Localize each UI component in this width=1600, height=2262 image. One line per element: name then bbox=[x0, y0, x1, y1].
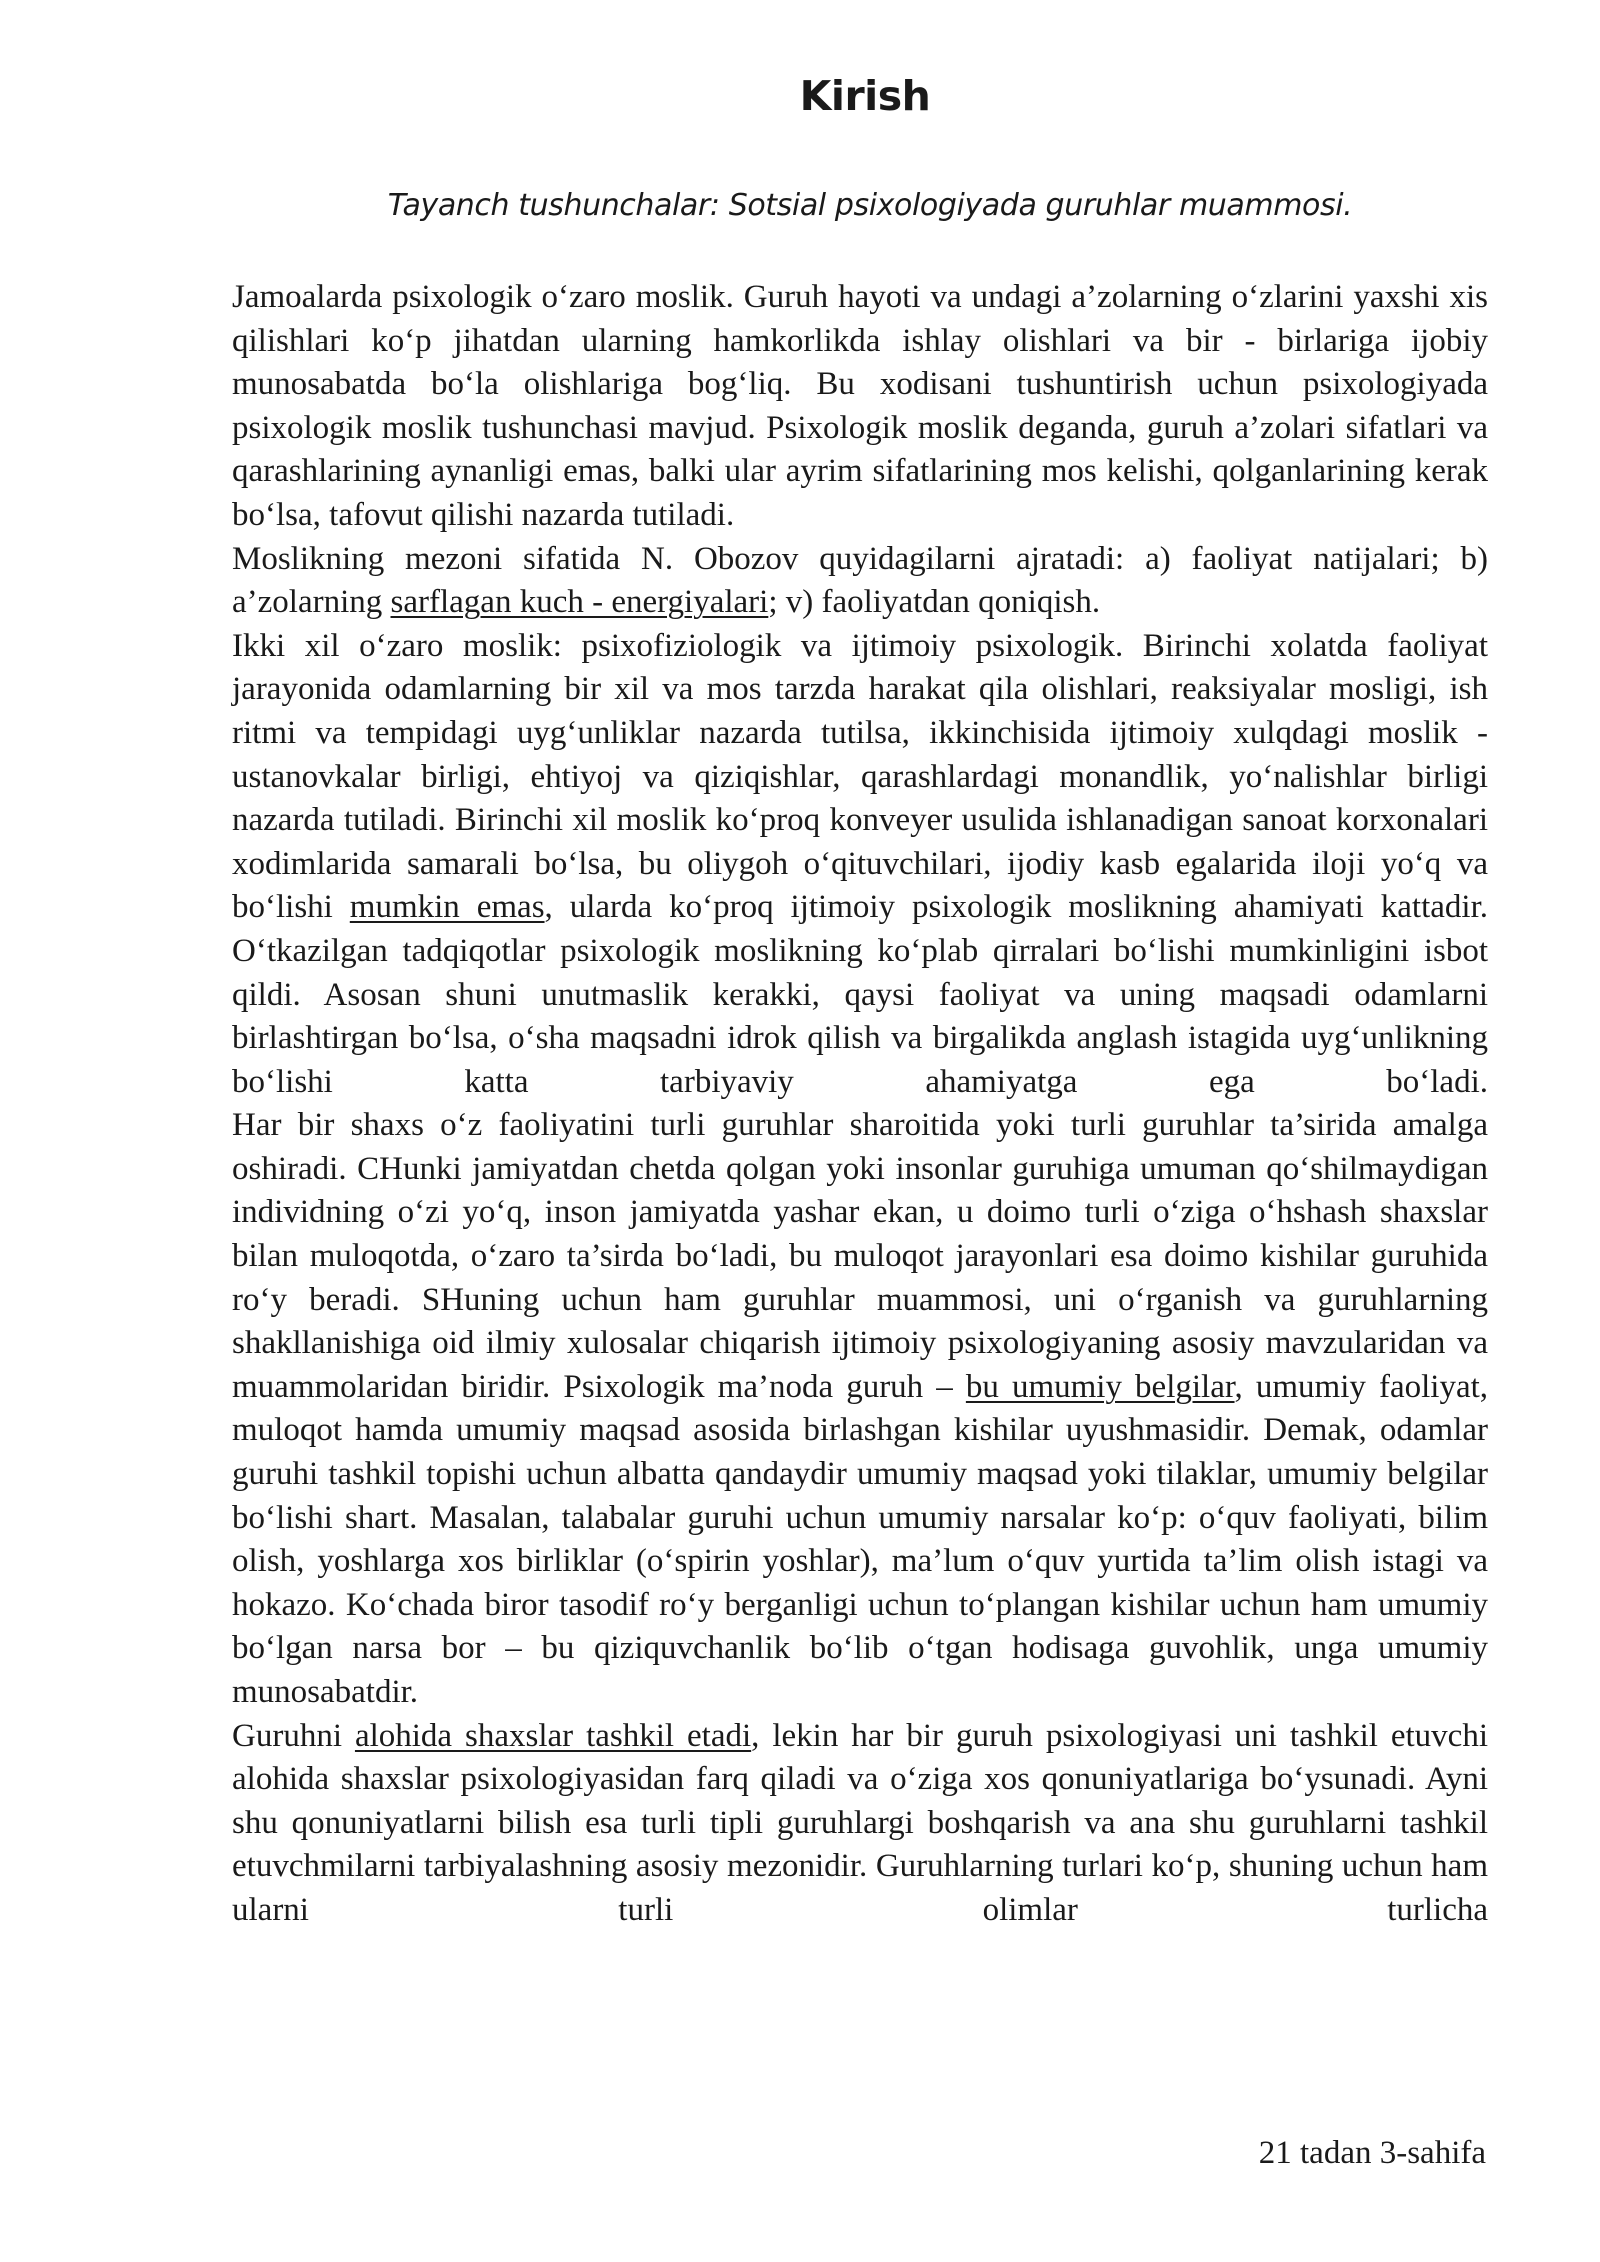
subtitle: Tayanch tushunchalar: Sotsial psixologiyada guruhlar muammosi. bbox=[387, 188, 1353, 223]
body-text bbox=[232, 276, 1488, 1933]
underlined-phrase: alohida shaxslar tashkil etadi bbox=[354, 1717, 752, 1754]
underlined-phrase: mumkin emas bbox=[349, 889, 545, 926]
page-title: Kirish bbox=[799, 72, 931, 120]
paragraph-1 bbox=[232, 276, 1488, 538]
paragraph-6-text-b: , lekin har bir guruh psixologiyasi uni tashkil etuvchi alohida shaxslar psixologiyasidan farq qiladi va o‘ziga xos qonuniyatlariga bo‘ysunadi. Ayni shu qonuniyatlarni bilish esa turli tipli guruhlargi boshqarish va ana shu guruhlarni tashkil etuvchmilarni tarbiyalashning asosiy mezonidir. Guruhlarning turlari ko‘p, shuning uchun ham ularni turli olimlar turlicha bbox=[232, 1717, 1488, 1928]
paragraph-3 bbox=[232, 625, 1488, 930]
paragraph-2-text-b: ; v) faoliyatdan qoniqish. bbox=[768, 584, 1101, 621]
paragraph-6-text-a: Guruhni bbox=[232, 1717, 355, 1754]
paragraph-5-text-a: Har bir shaxs o‘z faoliyatini turli guruhlar sharoitida yoki turli guruhlar ta’sirida amalga oshiradi. CHunki jamiyatdan chetda qolgan yoki insonlar guruhiga umuman qo‘shilmaydigan individning o‘zi yo‘q, inson jamiyatda yashar ekan, u doimo turli o‘ziga o‘hshash shaxslar bilan muloqotda, o‘zaro ta’sirda bo‘ladi, bu muloqot jarayonlari esa doimo kishilar guruhida ro‘y beradi. SHuning uchun ham guruhlar muammosi, uni o‘rganish va guruhlarning shakllanishiga oid ilmiy xulosalar chiqarish ijtimoiy psixologiyaning asosiy mavzularidan va muammolaridan biridir. Psixologik ma’noda guruh – bbox=[232, 1107, 1488, 1405]
paragraph-5-text-b: , umumiy faoliyat, muloqot hamda umumiy maqsad asosida birlashgan kishilar uyushmasidir. Demak, odamlar guruhi tashkil topishi uchun albatta qandaydir umumiy maqsad yoki tilaklar, umumiy belgilar bo‘lishi shart. Masalan, talabalar guruhi uchun umumiy narsalar ko‘p: o‘quv faoliyati, bilim olish, yoshlarga xos birliklar (o‘spirin yoshlar), ma’lum o‘quv yurtida ta’lim olish istagi va hokazo. Ko‘chada biror tasodif ro‘y berganligi uchun to‘plangan kishilar uchun ham umumiy bo‘lgan narsa bor – bu qiziquvchanlik bo‘lib o‘tgan hodisaga guvohlik, unga umumiy munosabatdir. bbox=[232, 1368, 1489, 1710]
paragraph-1-text: Jamoalarda psixologik o‘zaro moslik. Guruh hayoti va undagi a’zolarning o‘zlarini yaxshi xis qilishlari ko‘p jihatdan ularning hamkorlikda ishlay olishlari va bir - birlariga ijobiy munosabatda bo‘la olishlariga bog‘liq. Bu xodisani tushuntirish uchun psixologiyada psixologik moslik tushunchasi mavjud. Psixologik moslik deganda, guruh a’zolari sifatlari va qarashlarining aynanligi emas, balki ular ayrim sifatlarining mos kelishi, qolganlarining kerak bo‘lsa, tafovut qilishi nazarda tutiladi. bbox=[232, 279, 1488, 533]
page-number: 21 tadan 3-sahifa bbox=[1258, 2135, 1486, 2171]
paragraph-6 bbox=[232, 1715, 1488, 1933]
paragraph-4 bbox=[232, 930, 1488, 1104]
paragraph-5 bbox=[232, 1104, 1488, 1714]
paragraph-4-text: O‘tkazilgan tadqiqotlar psixologik moslikning ko‘plab qirralari bo‘lishi mumkinligini isbot qildi. Asosan shuni unutmaslik kerakki, qaysi faoliyat va uning maqsadi odamlarni birlashtirgan bo‘lsa, o‘sha maqsadni idrok qilish va birgalikda anglash istagida uyg‘unlikning bo‘lishi katta tarbiyaviy ahamiyatga ega bo‘ladi. bbox=[232, 932, 1488, 1100]
underlined-phrase: bu umumiy belgilar bbox=[965, 1368, 1235, 1405]
underlined-phrase: sarflagan kuch - energiyalari bbox=[390, 584, 769, 621]
paragraph-3-text-a: Ikki xil o‘zaro moslik: psixofiziologik va ijtimoiy psixologik. Birinchi xolatda faoliyat jarayonida odamlarning bir xil va mos tarzda harakat qila olishlari, reaksiyalar mosligi, ish ritmi va tempidagi uyg‘unliklar nazarda tutilsa, ikkinchisida ijtimoiy xulqdagi moslik - ustanovkalar birligi, ehtiyoj va qiziqishlar, qarashlardagi monandlik, yo‘nalishlar birligi nazarda tutiladi. Birinchi xil moslik ko‘proq konveyer usulida ishlanadigan sanoat korxonalari xodimlarida samarali bo‘lsa, bu oliygoh o‘qituvchilari, ijodiy kasb egalarida iloji yo‘q va bo‘lishi bbox=[232, 627, 1488, 926]
paragraph-2-text-a: Moslikning mezoni sifatida N. Obozov quyidagilarni ajratadi: a) faoliyat natijalari; b) a’zolarning bbox=[232, 540, 1488, 621]
paragraph-3-text-b: , ularda ko‘proq ijtimoiy psixologik moslikning ahamiyati kattadir. bbox=[544, 889, 1488, 926]
paragraph-2 bbox=[232, 538, 1488, 625]
